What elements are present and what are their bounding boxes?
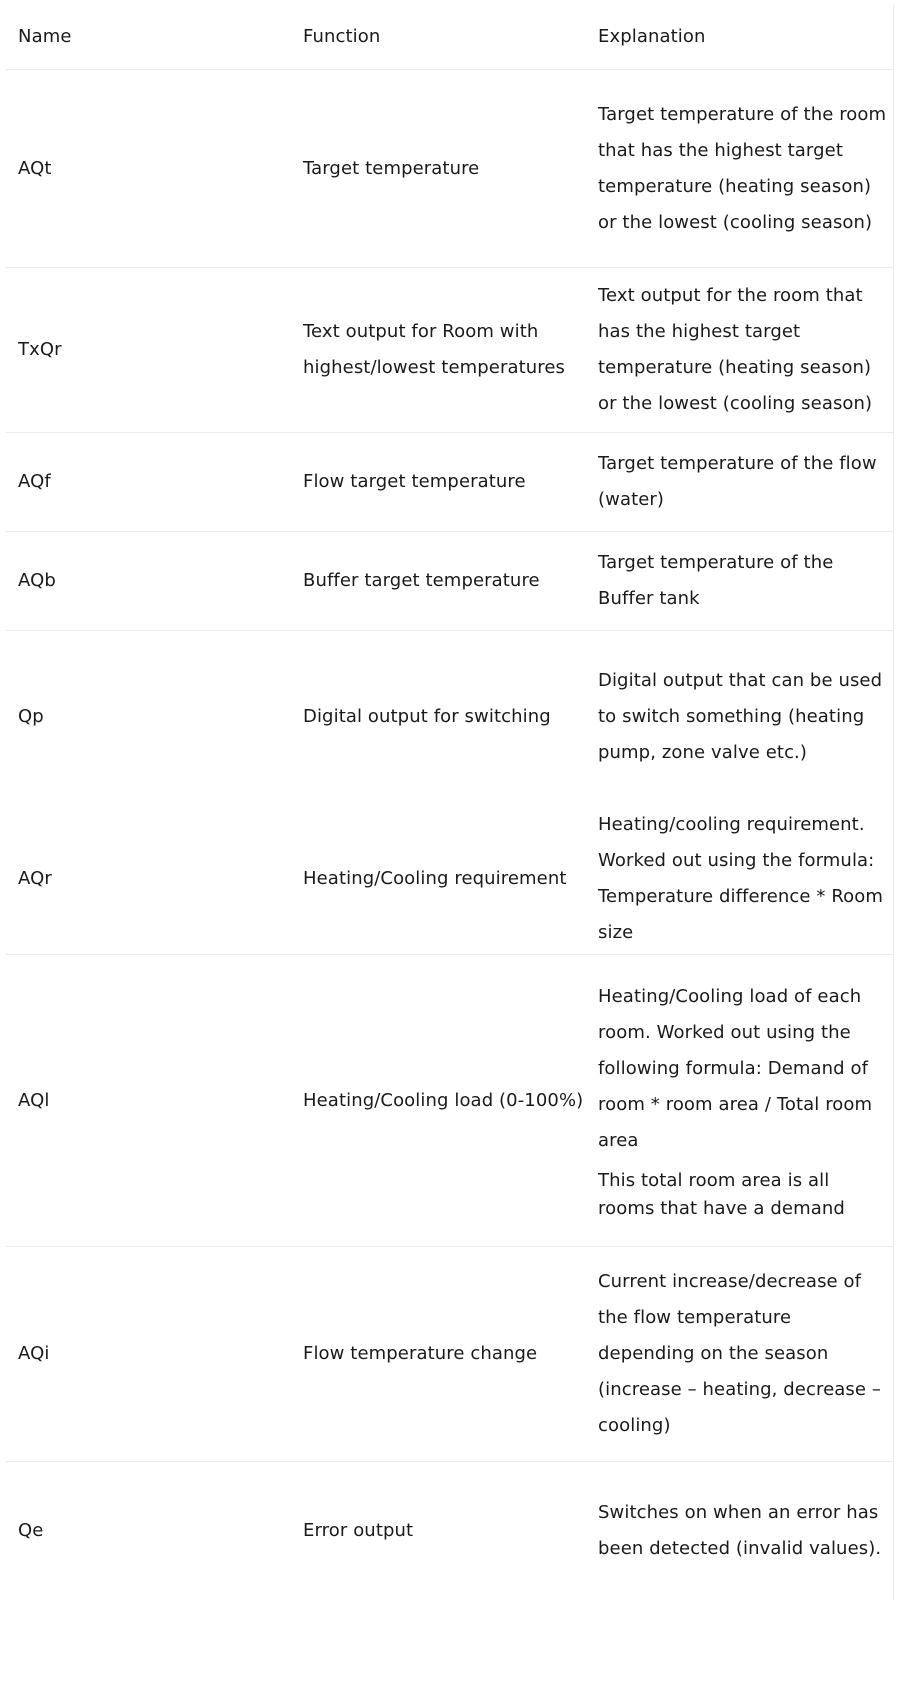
row-explanation: Target temperature of the Buffer tank <box>598 552 834 609</box>
row-name: Qe <box>18 1520 44 1541</box>
table-row <box>6 1247 893 1462</box>
row-name: Qp <box>18 706 44 727</box>
row-function: Digital output for switching <box>303 706 551 727</box>
row-explanation: Switches on when an error has been detected (invalid values). <box>598 1502 882 1559</box>
row-explanation: Current increase/decrease of the flow temperature depending on the season (increase – heating, decrease – cooling) <box>598 1271 881 1436</box>
table-row <box>6 803 893 955</box>
table-row <box>6 433 893 532</box>
row-function: Flow temperature change <box>303 1343 538 1364</box>
table-row <box>6 532 893 631</box>
row-function: Buffer target temperature <box>303 570 540 591</box>
row-explanation: Heating/Cooling load of each room. Worked out using the following formula: Demand of room * room area / Total room area <box>598 985 873 1151</box>
row-name: AQt <box>18 157 52 179</box>
table-row <box>6 268 893 433</box>
table-row <box>6 631 893 803</box>
row-explanation: Target temperature of the room that has the highest target temperature (heating season) or the lowest (cooling season) <box>598 103 887 233</box>
row-function: Text output for Room with highest/lowest temperatures <box>303 321 566 378</box>
table-row <box>6 1462 893 1600</box>
row-name: TxQr <box>18 339 62 360</box>
row-explanation: Heating/cooling requirement. Worked out using the formula: Temperature difference * Room size <box>598 813 883 943</box>
row-explanation-cell <box>594 979 893 1223</box>
row-explanation-note: This total room area is all rooms that have a demand <box>598 1169 845 1219</box>
header-name: Name <box>18 26 72 47</box>
outputs-table <box>6 5 894 1600</box>
row-name: AQf <box>18 471 51 492</box>
row-function: Flow target temperature <box>303 471 526 492</box>
row-explanation: Target temperature of the flow (water) <box>598 453 877 510</box>
row-explanation: Text output for the room that has the highest target temperature (heating season) or the lowest (cooling season) <box>598 285 873 414</box>
table-header-row <box>6 5 893 70</box>
row-name: AQl <box>18 1089 50 1111</box>
row-explanation: Digital output that can be used to switch something (heating pump, zone valve etc.) <box>598 670 883 763</box>
row-function: Heating/Cooling load (0-100%) <box>303 1089 584 1111</box>
row-name: AQi <box>18 1343 50 1364</box>
header-explanation: Explanation <box>598 26 706 47</box>
table-row <box>6 70 893 268</box>
row-name: AQb <box>18 570 56 591</box>
header-function: Function <box>303 26 381 47</box>
row-function: Target temperature <box>303 157 480 179</box>
row-name: AQr <box>18 867 52 889</box>
table-row <box>6 955 893 1247</box>
row-function: Error output <box>303 1520 414 1541</box>
row-function: Heating/Cooling requirement <box>303 867 567 889</box>
